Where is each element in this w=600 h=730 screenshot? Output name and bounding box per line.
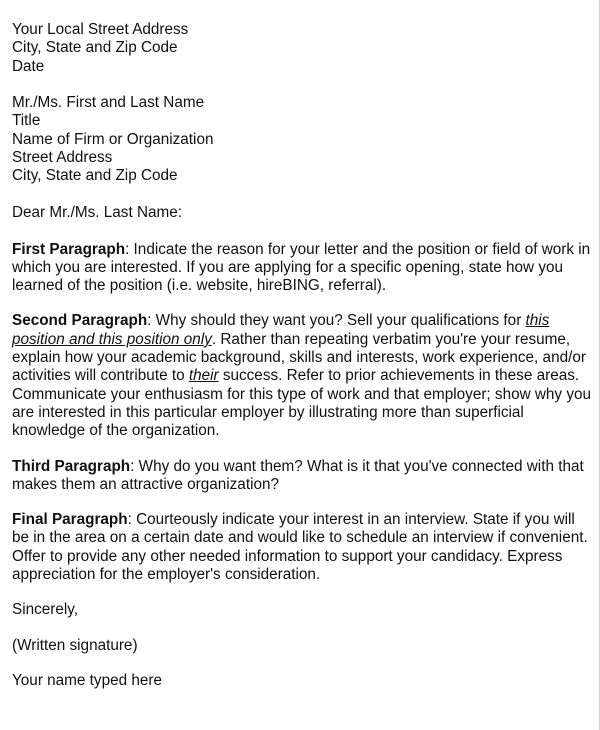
- final-paragraph-label: Final Paragraph: [12, 511, 128, 529]
- second-paragraph-text-3: success. Refer to prior achievements in these areas. Communicate your enthusiasm for this type of work and that employer; show why you are interested in this particular employer by illustrating more than superficial knowledge of the organization.: [12, 367, 591, 440]
- written-signature-placeholder: (Written signature): [12, 636, 138, 654]
- first-paragraph-label: First Paragraph: [12, 240, 126, 258]
- first-paragraph-text: : Indicate the reason for your letter and the position or field of work in which you are interested. If you are applying for a specific opening, state how you learned of the position (i.e. website, hireBING, referral).: [12, 240, 591, 295]
- second-paragraph-text-2: . Rather than repeating verbatim you're your resume, explain how your academic background, skills and interests, work experience, and/or activities will contribute to: [12, 330, 586, 385]
- recipient-title: Title: [12, 112, 41, 130]
- sign-off: Sincerely,: [12, 601, 79, 619]
- third-paragraph-text: : Why do you want them? What is it that you've connected with that makes them an attractive organization?: [12, 457, 584, 493]
- second-paragraph-label: Second Paragraph: [12, 312, 148, 330]
- recipient-address: [12, 94, 592, 185]
- first-paragraph: [12, 241, 592, 296]
- recipient-name: Mr./Ms. First and Last Name: [12, 94, 205, 112]
- third-paragraph-label: Third Paragraph: [12, 457, 131, 475]
- second-paragraph-emphasis-their: their: [188, 367, 219, 385]
- sender-street: Your Local Street Address: [12, 21, 189, 38]
- letter-date: Date: [12, 57, 45, 75]
- final-paragraph-text: : Courteously indicate your interest in an interview. State if you will be in the area on a certain date and would like to schedule an interview if convenient. Offer to provide any other needed information to support your candidacy. Express appreciation for the employer's consideration.: [12, 511, 588, 584]
- typed-name: Your name typed here: [12, 671, 162, 689]
- second-paragraph-text-1: : Why should they want you? Sell your qualifications for: [147, 312, 526, 330]
- recipient-city-state-zip: City, State and Zip Code: [12, 167, 178, 185]
- third-paragraph: [12, 458, 592, 495]
- sender-city-state-zip: City, State and Zip Code: [12, 39, 178, 57]
- sender-address: [12, 21, 592, 76]
- recipient-street: Street Address: [12, 149, 113, 167]
- final-paragraph: [12, 511, 592, 584]
- second-paragraph-emphasis-position: this position and this position only: [12, 312, 550, 348]
- recipient-firm: Name of Firm or Organization: [12, 130, 214, 148]
- cover-letter: [12, 21, 592, 690]
- salutation: Dear Mr./Ms. Last Name:: [12, 203, 183, 221]
- second-paragraph: [12, 312, 592, 440]
